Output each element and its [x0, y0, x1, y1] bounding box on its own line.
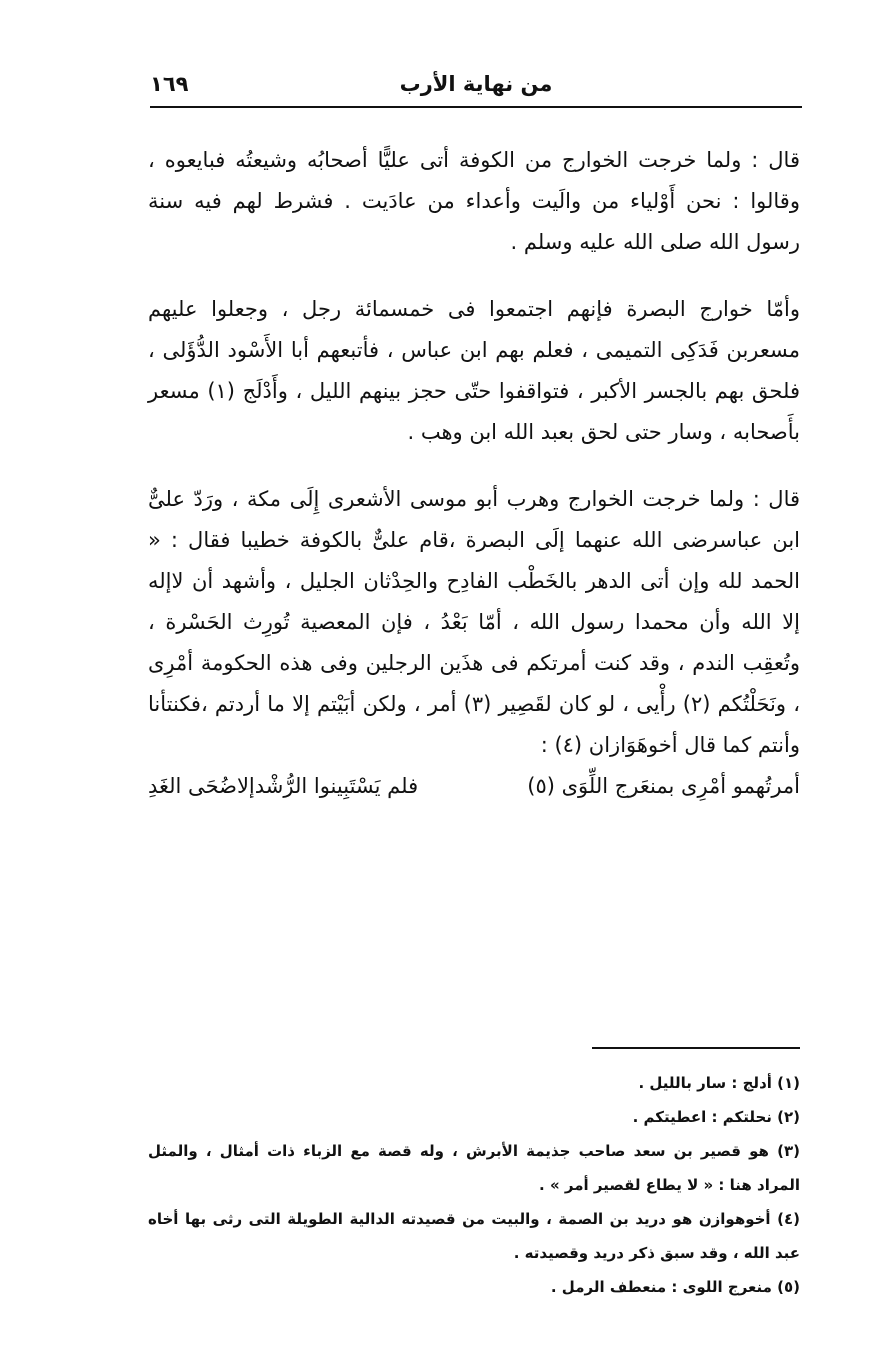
footnote-3: (٣) هو قصير بن سعد صاحب جذيمة الأبرش ، وله قصة مع الزباء ذات أمثال ، والمثل المراد هنا : « لا يطاع لقصير أمر » . — [148, 1142, 800, 1194]
footnotes — [148, 1066, 800, 1304]
page-header — [150, 62, 802, 108]
footnote-divider — [592, 1047, 800, 1049]
page-number: ١٦٩ — [150, 72, 189, 96]
footnote-4: (٤) أخوهوازن هو دريد بن الصمة ، والبيت من قصيدته الدالية الطويلة التى رثى بها أخاه عبد الله ، وقد سبق ذكر دريد وقصيدته . — [148, 1210, 800, 1262]
paragraph-3: قال : ولما خرجت الخوارج وهرب أبو موسى الأشعرى إِلَى مكة ، ورَدّ علىٌّ ابن عباسرضى الله عنهما إلَى البصرة ،قام علىٌّ بالكوفة خطيبا فقال : « الحمد لله وإن أتى الدهر بالخَطْب الفادِح والحِدْثان الجليل ، وأشهد أن لاإله إلا الله وأن محمدا رسول الله ، أمّا بَعْدُ ، فإن المعصية تُورِث الحَسْرة ، وتُعقِب الندم ، وقد كنت أمرتكم فى هذَين الرجلين وفى هذه الحكومة أمْرِى ، ونَحَلْتُكم (٢) رأْيى ، لو كان لقَصِير (٣) أمر ، ولكن أبَيْتم إلا ما أردتم ،فكنتأنا وأنتم كما قال أخوهَوَازان (٤) : — [148, 487, 800, 757]
main-text — [148, 140, 800, 807]
paragraph-1: قال : ولما خرجت الخوارج من الكوفة أتى عليًّا أصحابُه وشيعتُه فبايعوه ، وقالوا : نحن أَوْلياء من والَيت وأعداء من عادَيت . فشرط لهم فيه سنة رسول الله صلى الله عليه وسلم . — [148, 148, 800, 254]
running-title: من نهاية الأرب — [399, 72, 553, 96]
footnote-2: (٢) نحلتكم : اعطيتكم . — [632, 1108, 800, 1126]
poem-verse — [148, 766, 800, 807]
footnote-1: (١) أدلج : سار بالليل . — [638, 1074, 800, 1092]
footnote-5: (٥) منعرج اللوى : منعطف الرمل . — [550, 1278, 800, 1296]
poem-first-hemistich: أمرتُهمو أمْرِى بمنعَرج اللِّوَى (٥) — [527, 774, 800, 798]
paragraph-2: وأمّا خوارج البصرة فإنهم اجتمعوا فى خمسمائة رجل ، وجعلوا عليهم مسعربن فَدَكِى التميمى ، فعلم بهم ابن عباس ، فأتبعهم أبا الأَسْود الدُّؤَلى ، فلحق بهم بالجسر الأكبر ، فتواقفوا حتّى حجز بينهم الليل ، وأَدْلَج (١) مسعر بأَصحابه ، وسار حتى لحق بعبد الله ابن وهب . — [148, 297, 800, 444]
poem-second-hemistich: فلم يَسْتَبِينوا الرُّشْدإلاضُحَى الغَدِ — [148, 774, 419, 798]
